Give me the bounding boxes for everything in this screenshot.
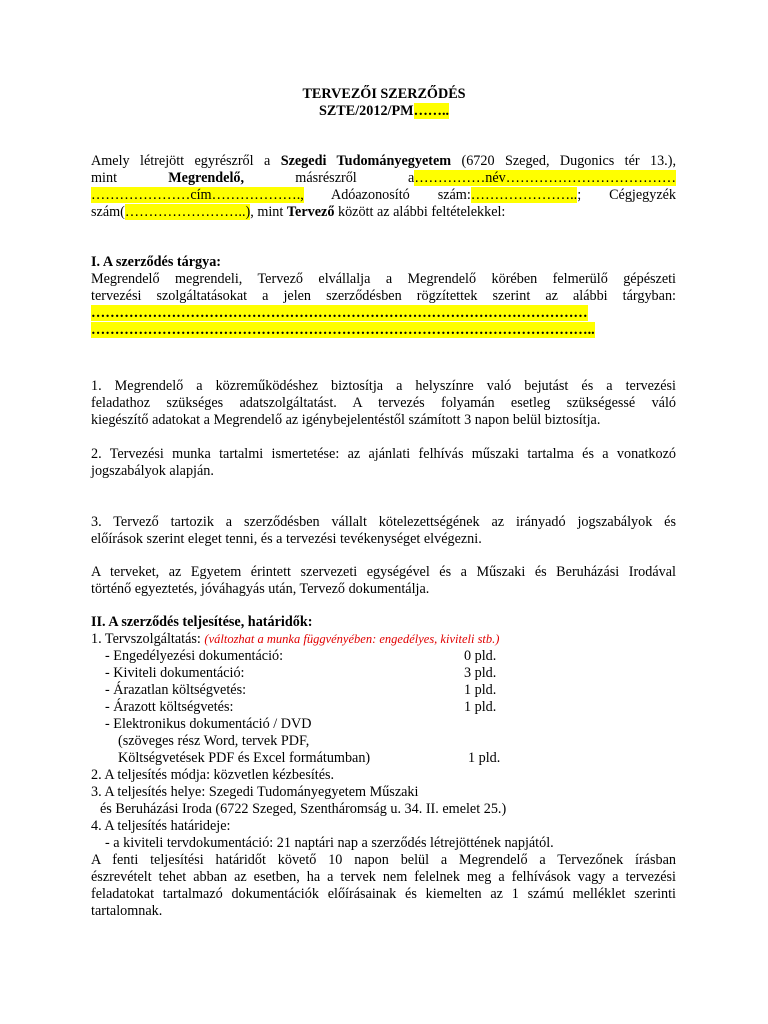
deliverable-row: - Árazatlan költségvetés: 1 pld.	[105, 682, 497, 698]
deliverable-electronic-detail: Költségvetések PDF és Excel formátumban) 1 pld.	[118, 750, 501, 766]
deliverables-label: 1. Tervszolgáltatás: (változhat a munka függvényében: engedélyes, kiviteli stb.)	[91, 631, 500, 647]
designer-role: Tervező	[286, 204, 335, 220]
deliverables-note: (változhat a munka függvényében: engedélyes, kiviteli stb.)	[204, 632, 500, 646]
contract-number-prefix: SZTE/2012/PM	[318, 103, 414, 119]
company-reg-field: ……………………..)	[124, 204, 251, 220]
intro-line-3: …………………cím………………., Adóazonosító szám:…………………..; Cégjegyzék	[91, 187, 677, 203]
designer-address-field: …………………cím……………….,	[91, 187, 304, 203]
deliverable-row: - Kiviteli dokumentáció: 3 pld.	[105, 665, 497, 681]
deliverable-row-electronic: - Elektronikus dokumentáció / DVD	[105, 716, 312, 732]
contract-number	[0, 103, 768, 120]
delivery-place: 3. A teljesítés helye: Szegedi Tudományegyetem Műszaki	[91, 784, 419, 800]
section-1	[91, 254, 676, 339]
deliverable-row: - Árazott költségvetés: 1 pld.	[105, 699, 497, 715]
section-1-point-3: 3. Tervező tartozik a szerződésben vállalt kötelezettségének az irányadó jogszabályok és előírások szerint eleget tenni, és a tervezési tevékenységet elvégezni.	[91, 514, 676, 547]
intro-line-4: szám(……………………..), mint Tervező között az alábbi feltételekkel:	[91, 204, 506, 220]
subject-field-2: ……………………………………………………………………………………………..	[91, 322, 595, 338]
subject-field-1: ……………………………………………………………………………………………	[91, 305, 588, 321]
section-2	[91, 614, 676, 648]
contract-number-placeholder: ……..	[413, 103, 450, 119]
intro-paragraph	[91, 153, 676, 221]
section-1-heading: I. A szerződés tárgya:	[91, 254, 222, 270]
tax-number-field: …………………..	[470, 187, 578, 203]
client-role: Megrendelő,	[168, 170, 245, 186]
final-paragraph-line: A fenti teljesítési határidőt követő 10 napon belül a Megrendelő a Tervezőnek írásban	[91, 852, 676, 868]
delivery-method: 2. A teljesítés módja: közvetlen kézbesítés.	[91, 767, 335, 783]
section-2-items	[91, 767, 676, 920]
section-1-point-1: 1. Megrendelő a közreműködéshez biztosítja a helyszínre való bejutást és a tervezési feladathoz szükséges adatszolgáltatást. A tervezés folyamán esetleg szükségessé váló kiegészítő adatokat a Megrendelő az igénybejelentéstől számított 3 napon belül biztosítja.	[91, 378, 676, 428]
final-paragraph-line: tartalomnak.	[91, 903, 163, 919]
deliverables-list	[91, 648, 676, 767]
section-1-line-2: tervezési szolgáltatásokat a jelen szerződésben rögzítettek szerint az alábbi tárgyban:	[91, 288, 676, 304]
intro-line-1: Amely létrejött egyrészről a Szegedi Tudományegyetem (6720 Szeged, Dugonics tér 13.),	[91, 153, 677, 169]
deliverable-row: - Engedélyezési dokumentáció: 0 pld.	[105, 648, 497, 664]
section-1-point-4: A terveket, az Egyetem érintett szervezeti egységével és a Műszaki és Beruházási Irodával történő egyeztetés, jóváhagyás után, Tervező dokumentálja.	[91, 564, 676, 597]
section-1-point-2: 2. Tervezési munka tartalmi ismertetése: az ajánlati felhívás műszaki tartalma és a vonatkozó jogszabályok alapján.	[91, 446, 676, 479]
final-paragraph-line: feladatokat tartalmazó dokumentációk előírásainak és kiemelten az 1 számú melléklet szerinti	[91, 886, 676, 902]
section-2-heading: II. A szerződés teljesítése, határidők:	[91, 614, 313, 630]
delivery-place-address: és Beruházási Iroda (6722 Szeged, Szentháromság u. 34. II. emelet 25.)	[100, 801, 507, 817]
deliverable-electronic-detail: (szöveges rész Word, tervek PDF,	[118, 733, 310, 749]
designer-name-field: ……………név………………………………	[414, 170, 677, 186]
deliverable-electronic-qty: 1 pld.	[468, 750, 501, 766]
deadline-label: 4. A teljesítés határideje:	[91, 818, 231, 834]
document-title: TERVEZŐI SZERZŐDÉS	[302, 86, 466, 102]
section-1-line-1: Megrendelő megrendeli, Tervező elvállalja a Megrendelő körében felmerülő gépészeti	[91, 271, 676, 287]
intro-line-2: mint Megrendelő, másrészről a……………név………………………………	[91, 170, 677, 186]
party-client-name: Szegedi Tudományegyetem	[280, 153, 452, 169]
deadline-detail: - a kiviteli tervdokumentáció: 21 naptári nap a szerződés létrejöttének napjától.	[105, 835, 554, 851]
final-paragraph-line: észrevételt tehet abban az esetben, ha a tervek nem felelnek meg a felhívások vagy a tervezési	[91, 869, 676, 885]
